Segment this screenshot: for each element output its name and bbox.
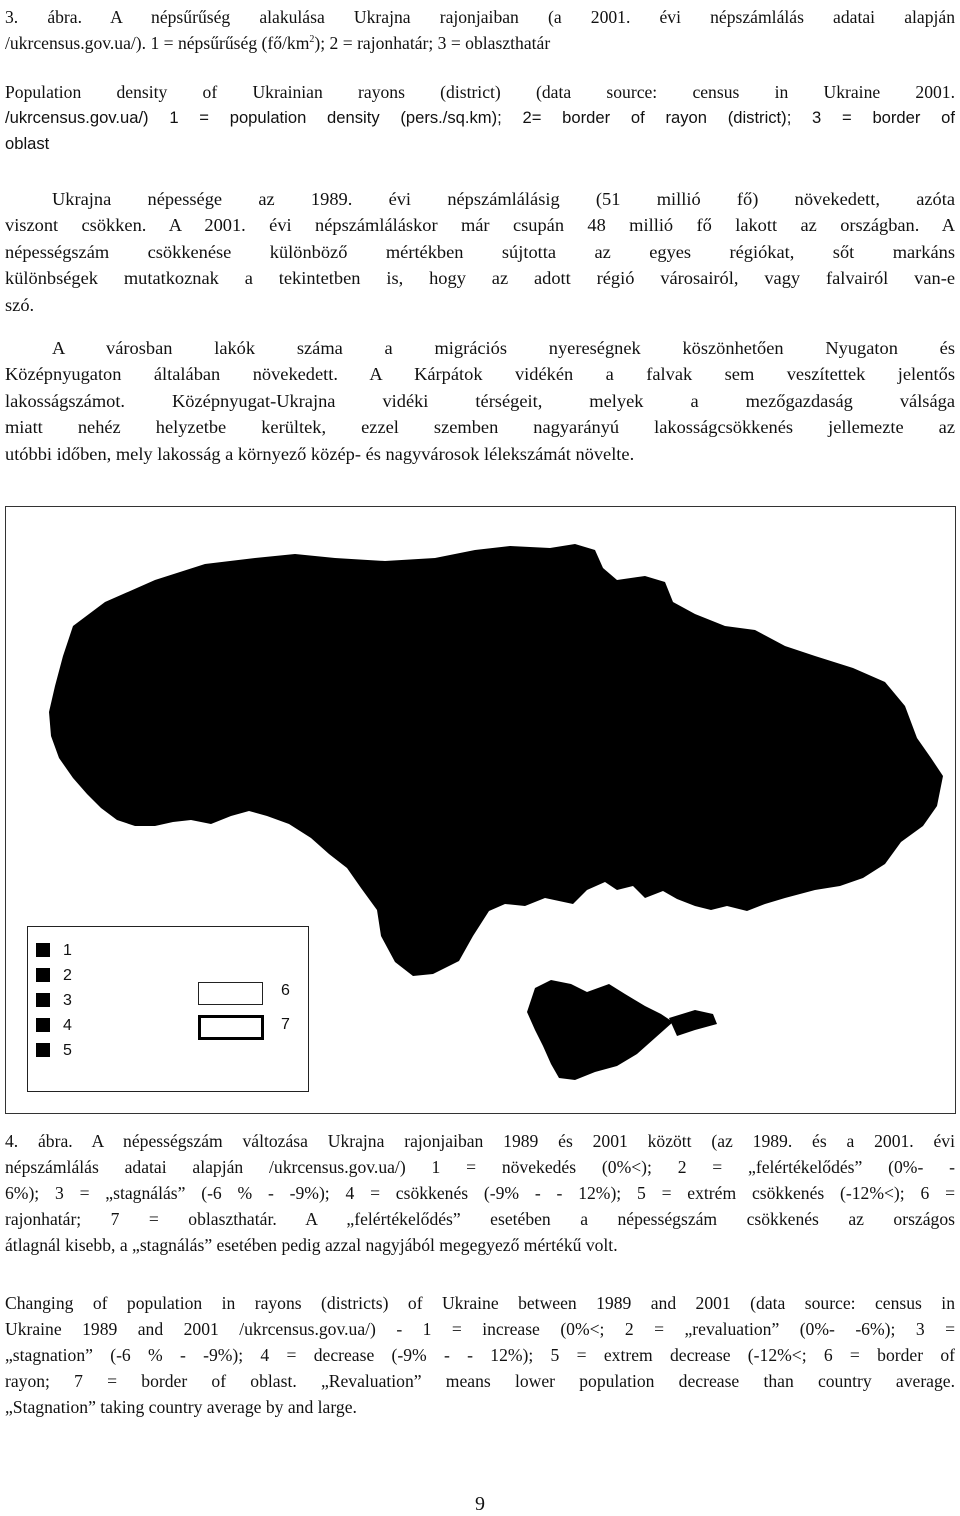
legend-label: 5	[63, 1042, 72, 1059]
legend-swatch	[36, 943, 50, 957]
body-line: Középnyugaton általában növekedett. A Kárpátok vidékén a falvak sem veszítettek jelentős	[5, 364, 955, 385]
legend-label: 4	[63, 1017, 72, 1034]
legend-label: 1	[63, 942, 72, 959]
legend-swatch	[36, 968, 50, 982]
caption-line: 4. ábra. A népességszám változása Ukrajna rajonjaiban 1989 és 2001 között (az 1989. és a 2001. évi	[5, 1131, 955, 1151]
figure3-caption-hu	[5, 4, 955, 56]
caption-line: 3. ábra. A népsűrűség alakulása Ukrajna rajonjaiban (a 2001. évi népszámlálás adatai alapján	[5, 7, 955, 27]
body-line: A városban lakók száma a migrációs nyereségnek köszönhetően Nyugaton és	[52, 338, 955, 358]
legend-oblast-border-swatch	[198, 1015, 264, 1040]
legend-swatch	[36, 993, 50, 1007]
body-paragraph-1	[5, 186, 955, 318]
legend-label: 2	[63, 967, 72, 984]
superscript: 2	[309, 34, 315, 46]
legend-oblast-border-label: 7	[281, 1016, 290, 1033]
body-line: népességszám csökkenése különböző mértékben sújtotta az egyes régiókat, sőt markáns	[5, 241, 955, 262]
legend-label: 3	[63, 992, 72, 1009]
body-line: Ukrajna népessége az 1989. évi népszámlálásig (51 millió fő) növekedett, azóta	[52, 189, 955, 209]
legend-swatch	[36, 1018, 50, 1032]
body-line: miatt nehéz helyzetbe kerültek, ezzel szemben nagyarányú lakosságcsökkenés jellemezte az	[5, 417, 955, 438]
caption-line: „stagnation” (-6 % - -9%); 4 = decrease (-9% - - 12%); 5 = extrem decrease (-12%<; 6 = border of	[5, 1345, 955, 1365]
caption-text: ); 2 = rajonhatár; 3 = oblaszthatár	[314, 33, 551, 53]
figure4-caption-hu	[5, 1128, 955, 1258]
caption-line: /ukrcensus.gov.ua/) 1 = population density (pers./sq.km); 2= border of rayon (district); 3 = border of	[5, 108, 955, 127]
legend-rayon-border-swatch	[198, 982, 263, 1005]
body-line: lakosságszámot. Középnyugat-Ukrajna vidéki térségeit, melyek a mezőgazdaság válsága	[5, 390, 955, 411]
body-line: utóbbi időben, mely lakosság a környező közép- és nagyvárosok lélekszámát növelte.	[5, 443, 635, 464]
caption-line: rayon; 7 = border of oblast. „Revaluation” means lower population decrease than country average.	[5, 1371, 955, 1391]
caption-line: Ukraine 1989 and 2001 /ukrcensus.gov.ua/) - 1 = increase (0%<; 2 = „revaluation” (0%- -6%); 3 =	[5, 1319, 955, 1339]
caption-line: oblast	[5, 134, 50, 153]
caption-line: népszámlálás adatai alapján /ukrcensus.gov.ua/) 1 = növekedés (0%<); 2 = „felértékelődés” (0%- -	[5, 1157, 955, 1177]
legend-rayon-border-label: 6	[281, 982, 290, 999]
caption-line: Population density of Ukrainian rayons (district) (data source: census in Ukraine 2001.	[5, 82, 955, 102]
figure3-caption-en	[5, 79, 955, 157]
caption-line: „Stagnation” taking country average by and large.	[5, 1397, 357, 1417]
body-line: különbségek mutatkoznak a tekintetben is, hogy az adott régió városairól, vagy falvairól van-e	[5, 268, 955, 289]
body-line: szó.	[5, 294, 35, 315]
figure4-caption-en	[5, 1290, 955, 1420]
caption-text: /ukrcensus.gov.ua/). 1 = népsűrűség (fő/km	[5, 33, 310, 53]
figure4-map	[5, 506, 956, 1114]
caption-line: 6%); 3 = „stagnálás” (-6 % - -9%); 4 = csökkenés (-9% - - 12%); 5 = extrém csökkenés (-12%<); 6 =	[5, 1183, 955, 1203]
legend-swatch	[36, 1043, 50, 1057]
caption-line: rajonhatár; 7 = oblaszthatár. A „felértékelődés” esetében a népességszám csökkenés az országos	[5, 1209, 955, 1229]
caption-line: átlagnál kisebb, a „stagnálás” esetében pedig azzal nagyjából megegyező mértékű volt.	[5, 1235, 618, 1255]
body-line: viszont csökken. A 2001. évi népszámláláskor már csupán 48 millió fő lakott az országban. A	[5, 215, 955, 236]
caption-line: Changing of population in rayons (districts) of Ukraine between 1989 and 2001 (data source: census in	[5, 1293, 955, 1313]
body-paragraph-2	[5, 335, 955, 467]
page-number: 9	[475, 1493, 485, 1515]
caption-line	[5, 30, 955, 56]
